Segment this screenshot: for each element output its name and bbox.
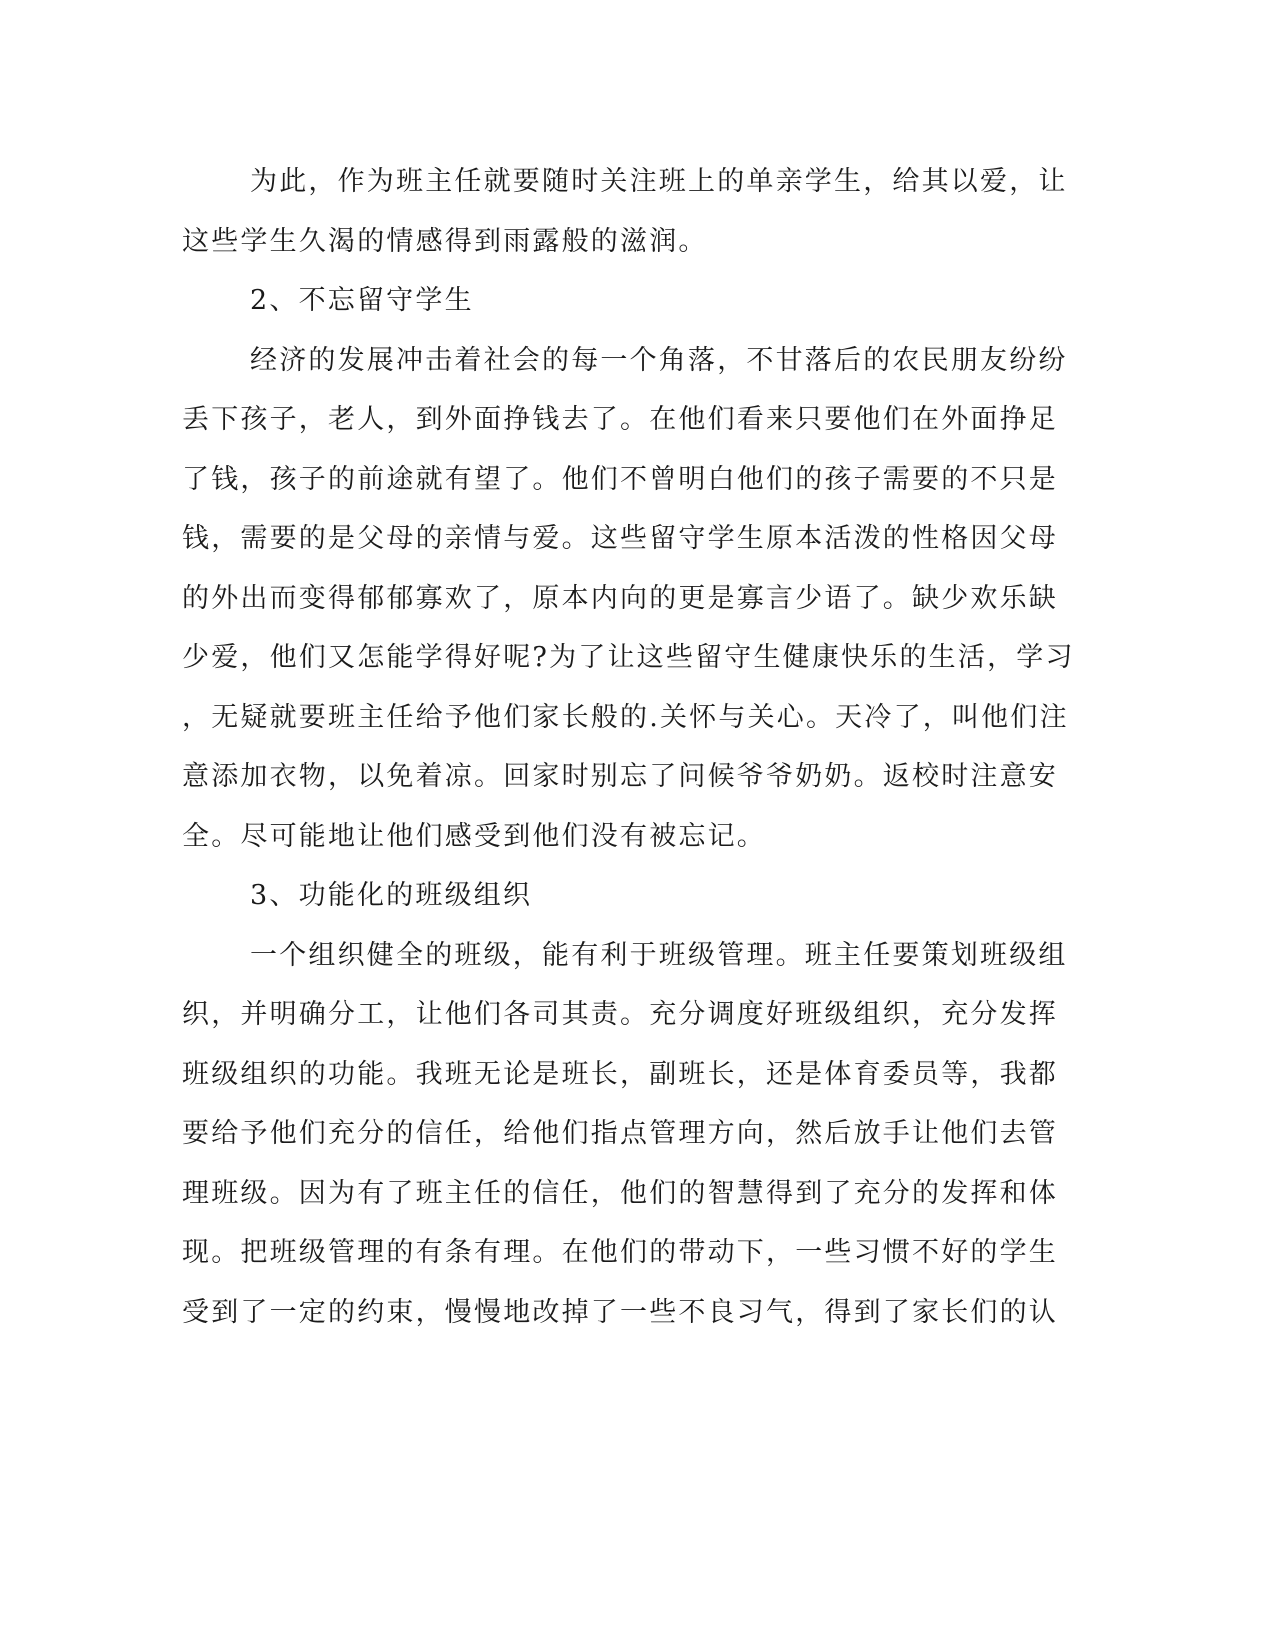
paragraph-line: 意添加衣物，以免着凉。回家时别忘了问候爷爷奶奶。返校时注意安: [182, 761, 1058, 792]
paragraph-line: 钱，需要的是父母的亲情与爱。这些留守学生原本活泼的性格因父母: [182, 523, 1058, 554]
paragraph-line: 经济的发展冲击着社会的每一个角落，不甘落后的农民朋友纷纷: [250, 344, 1068, 376]
paragraph-line: 班级组织的功能。我班无论是班长，副班长，还是体育委员等，我都: [182, 1058, 1058, 1090]
section-heading: 2、不忘留守学生: [250, 285, 474, 316]
paragraph-line: 织，并明确分工，让他们各司其责。充分调度好班级组织，充分发挥: [182, 999, 1058, 1030]
paragraph-line: 的外出而变得郁郁寡欢了，原本内向的更是寡言少语了。缺少欢乐缺: [182, 582, 1058, 614]
paragraph-line: 受到了一定的约束，慢慢地改掉了一些不良习气，得到了家长们的认: [182, 1296, 1058, 1328]
document-body: [182, 160, 1075, 1350]
paragraph-line: 这些学生久渴的情感得到雨露般的滋润。: [182, 225, 708, 257]
paragraph-line: ，无疑就要班主任给予他们家长般的.关怀与关心。天冷了，叫他们注: [182, 701, 1069, 733]
paragraph-line: 现。把班级管理的有条有理。在他们的带动下，一些习惯不好的学生: [182, 1237, 1058, 1268]
paragraph-line: 了钱，孩子的前途就有望了。他们不曾明白他们的孩子需要的不只是: [182, 463, 1058, 495]
paragraph-line: 为此，作为班主任就要随时关注班上的单亲学生，给其以爱，让: [250, 166, 1068, 197]
paragraph-line: 一个组织健全的班级，能有利于班级管理。班主任要策划班级组: [250, 939, 1068, 971]
paragraph-line: 少爱，他们又怎能学得好呢?为了让这些留守生健康快乐的生活，学习: [182, 642, 1075, 673]
paragraph-line: 要给予他们充分的信任，给他们指点管理方向，然后放手让他们去管: [182, 1118, 1058, 1149]
paragraph-line: 丢下孩子，老人，到外面挣钱去了。在他们看来只要他们在外面挣足: [182, 404, 1058, 435]
paragraph-line: 全。尽可能地让他们感受到他们没有被忘记。: [182, 820, 766, 852]
section-heading: 3、功能化的班级组织: [250, 880, 533, 911]
paragraph-line: 理班级。因为有了班主任的信任，他们的智慧得到了充分的发挥和体: [182, 1177, 1058, 1209]
